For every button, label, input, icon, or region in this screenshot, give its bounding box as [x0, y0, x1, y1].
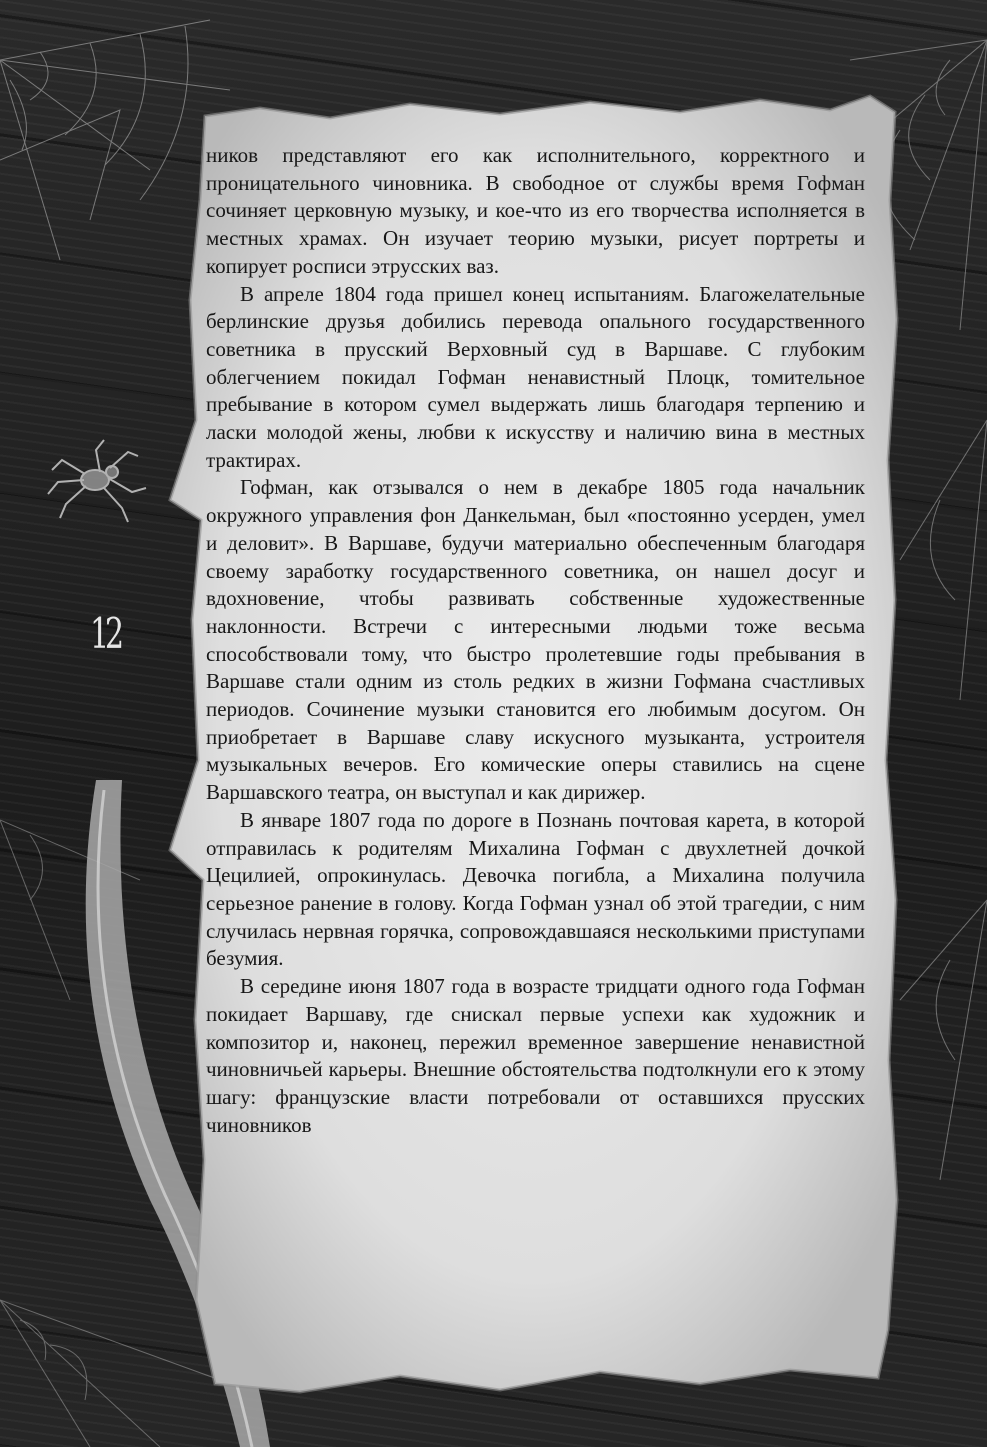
paragraph: Гофман, как отзывался о нем в декабре 1805 года начальник окружного управления фон Данкельман, был «постоянно усерден, умел и деловит». В Варшаве, будучи материально обеспеченным благодаря своему заработку государственного советника, он нашел досуг и вдохновение, чтобы развивать собственные художественные наклонности. Встречи с интересными людьми тоже весьма способствовали тому, что быстро пролетевшие годы пребывания в Варшаве стали одним из столь редких в жизни Гофмана счастливых периодов. Сочинение музыки становится его любимым досугом. Он приобретает в Варшаве славу искусного музыканта, устроителя музыкальных вечеров. Его комические оперы ставились на сцене Варшавского театра, он выступал и как дирижер. — [206, 475, 865, 805]
paragraph: ников представляют его как исполнительного, корректного и проницательного чиновника. В свободное от службы время Гофман сочиняет церковную музыку, и кое-что из его творчества исполняется в местных храмах. Он изучает теорию музыки, рисует портреты и копирует росписи этрусских ваз. — [206, 143, 865, 278]
paragraph: В январе 1807 года по дороге в Познань почтовая карета, в которой отправилась к родителям Михалина Гофман с двухлетней дочкой Цецилией, опрокинулась. Девочка погибла, а Михалина получила серьезное ранение в голову. Когда Гофман узнал об этой трагедии, с ним случилась нервная горячка, сопровождавшаяся несколькими приступами безумия. — [206, 807, 865, 971]
paragraph: В апреле 1804 года пришел конец испытаниям. Благожелательные берлинские друзья добились перевода опального государственного советника в прусский Верховный суд в Варшаве. С глубоким облегчением покидал Гофман ненавистный Плоцк, томительное пребывание в котором сумел выдержать лишь благодаря терпению и ласки молодой жены, любви к искусству и наличию вина в местных трактирах. — [206, 281, 865, 472]
paragraph: В середине июня 1807 года в возрасте тридцати одного года Гофман покидает Варшаву, где снискал первые успехи как художник и композитор и, наконец, пережил временное завершение ненавистной чиновничьей карьеры. Внешние обстоятельства подтолкнули его к этому шагу: французские власти потребовали от оставшихся прусских чиновников — [206, 974, 865, 1137]
body-text — [206, 142, 865, 1139]
page-number: 12 — [90, 609, 120, 658]
